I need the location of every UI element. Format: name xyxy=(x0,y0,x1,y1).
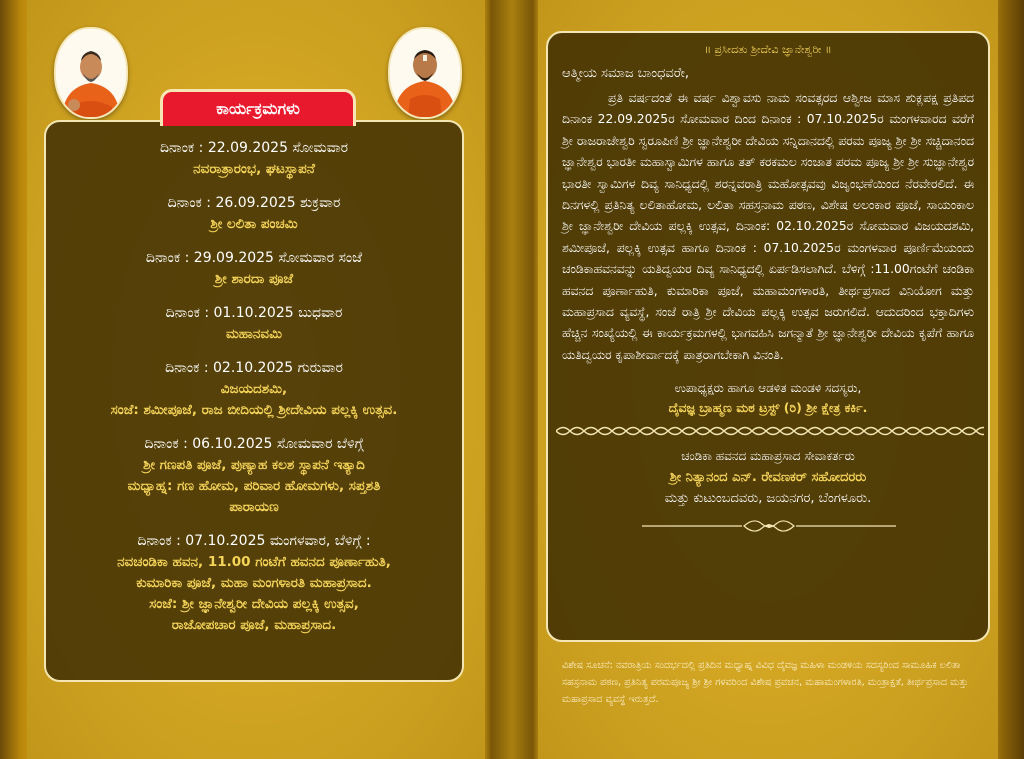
flourish-ornament-icon xyxy=(562,515,976,537)
entry-date: ದಿನಾಂಕ : 02.10.2025 ಗುರುವಾರ xyxy=(165,360,343,376)
salutation: ಆತ್ಮೀಯ ಸಮಾಜ ಬಾಂಧವರೇ, xyxy=(562,66,690,81)
schedule-box xyxy=(44,120,464,682)
wave-divider-icon xyxy=(556,424,984,438)
schedule-entry xyxy=(56,248,452,290)
programs-banner xyxy=(160,89,356,126)
entry-line: ಶ್ರೀ ಶಾರದಾ ಪೂಜೆ xyxy=(214,271,294,287)
signatory-org: ದೈವಜ್ಞ ಬ್ರಾಹ್ಮಣ ಮಠ ಟ್ರಸ್ಟ್ (ರಿ) ಶ್ರೀ ಕ್ಷೇತ್ರ ಕರ್ಕಿ. xyxy=(668,400,868,416)
sponsor-block xyxy=(562,446,974,509)
entry-date: ದಿನಾಂಕ : 26.09.2025 ಶುಕ್ರವಾರ xyxy=(167,195,341,211)
schedule-entry xyxy=(56,358,452,421)
schedule-entry xyxy=(56,193,452,235)
portrait-swamiji-right xyxy=(388,27,462,119)
signatory-block xyxy=(562,378,974,418)
entry-line: ಮಧ್ಯಾಹ್ನ: ಗಣ ಹೋಮ, ಪರಿವಾರ ಹೋಮಗಳು, ಸಪ್ತಶತಿ xyxy=(127,478,381,494)
entry-date: ದಿನಾಂಕ : 01.10.2025 ಬುಧವಾರ xyxy=(165,305,343,321)
entry-date: ದಿನಾಂಕ : 06.10.2025 ಸೋಮವಾರ ಬೆಳಿಗ್ಗೆ xyxy=(144,436,364,452)
entry-line: ರಾಜೋಪಚಾರ ಪೂಜೆ, ಮಹಾಪ್ರಸಾದ. xyxy=(171,617,337,633)
entry-line: ಶ್ರೀ ಗಣಪತಿ ಪೂಜೆ, ಪುಣ್ಯಾಹ ಕಲಶ ಸ್ಥಾಪನೆ ಇತ್ಯಾದಿ xyxy=(143,457,365,473)
portrait-swamiji-left xyxy=(54,27,128,119)
special-note xyxy=(562,657,980,708)
sponsor-title: ಚಂಡಿಕಾ ಹವನದ ಮಹಾಪ್ರಸಾದ ಸೇವಾಕರ್ತರು xyxy=(681,449,855,464)
entry-line: ನವರಾತ್ರಾರಂಭ, ಘಟಸ್ಥಾಪನೆ xyxy=(193,161,315,177)
invocation-line: ॥ ಪ್ರಸೀದತು ಶ್ರೀದೇವಿ ಜ್ಞಾನೇಶ್ವರೀ ॥ xyxy=(704,43,832,56)
special-note-text: ವಿಶೇಷ ಸೂಚನೆ: ನವರಾತ್ರಿಯ ಸಂದರ್ಭದಲ್ಲಿ ಪ್ರತಿದಿನ ಮಧ್ಯಾಹ್ನ ವಿವಿಧ ದೈವಜ್ಞ ಮಹಿಳಾ ಮಂಡಳಿಯ ಸದಸ್ಯರಿಂದ ಸಾಮೂಹಿಕ ಲಲಿತಾ ಸಹಸ್ರನಾಮ ಪಠಣ, ಪ್ರತಿನಿತ್ಯ ಪರಮಪೂಜ್ಯ ಶ್ರೀ ಶ್ರೀ ಗಳವರಿಂದ ವಿಶೇಷ ಪ್ರವಚನ, ಮಹಾಮಂಗಳಾರತಿ, ಮಂತ್ರಾಕ್ಷತೆ, ತೀರ್ಥಪ್ರಸಾದ ಮತ್ತು ಮಹಾಪ್ರಸಾದ ವ್ಯವಸ್ಥೆ ಇರುತ್ತದೆ. xyxy=(562,660,969,705)
entry-line: ಶ್ರೀ ಲಲಿತಾ ಪಂಚಮಿ xyxy=(210,216,298,232)
schedule-entry xyxy=(56,531,452,636)
entry-date: ದಿನಾಂಕ : 22.09.2025 ಸೋಮವಾರ xyxy=(159,140,349,156)
entry-line: ಸಂಜೆ: ಶಮೀಪೂಜೆ, ರಾಜ ಬೀದಿಯಲ್ಲಿ ಶ್ರೀದೇವಿಯ ಪಲ್ಲಕ್ಕಿ ಉತ್ಸವ. xyxy=(110,402,398,418)
sponsor-location: ಮತ್ತು ಕುಟುಂಬದವರು, ಜಯನಗರ, ಬೆಂಗಳೂರು. xyxy=(664,491,872,507)
schedule-entry xyxy=(56,303,452,345)
entry-line: ಪಾರಾಯಣ xyxy=(229,499,279,515)
entry-line: ವಿಜಯದಶಮಿ, xyxy=(220,381,288,397)
schedule-entry xyxy=(56,434,452,518)
entry-line: ನವಚಂಡಿಕಾ ಹವನ, 11.00 ಗಂಟೆಗೆ ಹವನದ ಪೂರ್ಣಾಹುತಿ, xyxy=(117,554,391,570)
signatory-title: ಉಪಾಧ್ಯಕ್ಷರು ಹಾಗೂ ಆಡಳಿತ ಮಂಡಳಿ ಸದಸ್ಯರು, xyxy=(674,381,862,396)
entry-line: ಮಹಾನವಮಿ xyxy=(225,326,283,342)
entry-date: ದಿನಾಂಕ : 07.10.2025 ಮಂಗಳವಾರ, ಬೆಳಿಗ್ಗೆ : xyxy=(137,533,371,549)
banner-title: ಕಾರ್ಯಕ್ರಮಗಳು xyxy=(216,99,300,118)
schedule-entry xyxy=(56,138,452,180)
sponsor-name: ಶ್ರೀ ನಿತ್ಯಾನಂದ ಎನ್. ರೇವಣಕರ್ ಸಹೋದರರು xyxy=(669,470,867,486)
entry-date: ದಿನಾಂಕ : 29.09.2025 ಸೋಮವಾರ ಸಂಜೆ xyxy=(145,250,363,266)
entry-line: ಕುಮಾರಿಕಾ ಪೂಜೆ, ಮಹಾ ಮಂಗಳಾರತಿ ಮಹಾಪ್ರಸಾದ. xyxy=(136,575,372,591)
entry-line: ಸಂಜೆ: ಶ್ರೀ ಜ್ಞಾನೇಶ್ವರೀ ದೇವಿಯ ಪಲ್ಲಕ್ಕಿ ಉತ್ಸವ, xyxy=(149,596,359,612)
letter-body: ಪ್ರತಿ ವರ್ಷದಂತೆ ಈ ವರ್ಷ ವಿಶ್ವಾವಸು ನಾಮ ಸಂವತ್ಸರದ ಆಶ್ವೀಜ ಮಾಸ ಶುಕ್ಲಪಕ್ಷ ಪ್ರತಿಪದ ದಿನಾಂಕ 22.09.2025ರ ಸೋಮವಾರ ದಿಂದ ದಿನಾಂಕ : 07.10.2025ರ ಮಂಗಳವಾರದ ವರೆಗೆ ಶ್ರೀ ರಾಜರಾಜೇಶ್ವರಿ ಸ್ವರೂಪಿಣಿ ಶ್ರೀ ಜ್ಞಾನೇಶ್ವರೀ ದೇವಿಯ ಸನ್ನಿದಾನದಲ್ಲಿ ಪರಮ ಪೂಜ್ಯ ಶ್ರೀ ಶ್ರೀ ಸಚ್ಚಿದಾನಂದ ಜ್ಞಾನೇಶ್ವರ ಭಾರತೀ ಮಹಾಸ್ವಾಮಿಗಳ ಹಾಗೂ ತತ್ ಕರಕಮಲ ಸಂಜಾತ ಪರಮ ಪೂಜ್ಯ ಶ್ರೀ ಶ್ರೀ ಸುಜ್ಞಾನೇಶ್ವರ ಭಾರತೀ ಸ್ವಾಮಿಗಳ ದಿವ್ಯ ಸಾನಿಧ್ಯದಲ್ಲಿ ಶರನ್ನವರಾತ್ರಿ ಮಹೋತ್ಸವವು ವಿಜೃಂಭಣೆಯಿಂದ ನೆರವೇರಲಿದೆ. ಈ ದಿನಗಳಲ್ಲಿ ಪ್ರತಿನಿತ್ಯ ಲಲಿತಾಹೋಮ, ಲಲಿತಾ ಸಹಸ್ರನಾಮ ಪಠಣ, ವಿಶೇಷ ಅಲಂಕಾರ ಪೂಜೆ, ಸಾಯಂಕಾಲ ಶ್ರೀ ಜ್ಞಾನೇಶ್ವರೀ ದೇವಿಯ ಪಲ್ಲಕ್ಕಿ ಉತ್ಸವ, ದಿನಾಂಕ: 02.10.2025ರ ಸೋಮವಾರ ವಿಜಯದಶಮಿ, ಶಮೀಪೂಜೆ, ಪಲ್ಲಕ್ಕಿ ಉತ್ಸವ ಹಾಗೂ ದಿನಾಂಕ : 07.10.2025ರ ಮಂಗಳವಾರ ಪೂರ್ಣಿಮೆಯಂದು ಚಂಡಿಕಾಹವನವನ್ನು ಯತಿದ್ವಯರ ದಿವ್ಯ ಸಾನಿಧ್ಯದಲ್ಲಿ ಏರ್ಪಡಿಸಲಾಗಿದೆ. ಬೆಳಿಗ್ಗೆ :11.00ಗಂಟೆಗೆ ಚಂಡಿಕಾ ಹವನದ ಪೂರ್ಣಾಹುತಿ, ಕುಮಾರಿಕಾ ಪೂಜೆ, ಮಹಾಮಂಗಳಾರತಿ, ತೀರ್ಥಪ್ರಸಾದ ವಿನಿಯೋಗ ಮತ್ತು ಮಹಾಪ್ರಸಾದ ವ್ಯವಸ್ಥೆ, ಸಂಜೆ ರಾತ್ರಿ ಶ್ರೀ ದೇವಿಯ ಪಲ್ಲಕ್ಕಿ ಉತ್ಸವ ಜರುಗಲಿದೆ. ಆದುದರಿಂದ ಭಕ್ತಾದಿಗಳು ಹೆಚ್ಚಿನ ಸಂಖ್ಯೆಯಲ್ಲಿ ಈ ಕಾರ್ಯಕ್ರಮಗಳಲ್ಲಿ ಭಾಗವಹಿಸಿ ಜಗನ್ಮಾತೆ ಶ್ರೀ ಜ್ಞಾನೇಶ್ವರೀ ದೇವಿಯ ಕೃಪೆಗೆ ಹಾಗೂ ಯತಿದ್ವಯರ ಕೃಪಾಶೀರ್ವಾದಕ್ಕೆ ಪಾತ್ರರಾಗಬೇಕಾಗಿ ವಿನಂತಿ. xyxy=(562,91,974,362)
invitation-letter xyxy=(546,31,990,642)
